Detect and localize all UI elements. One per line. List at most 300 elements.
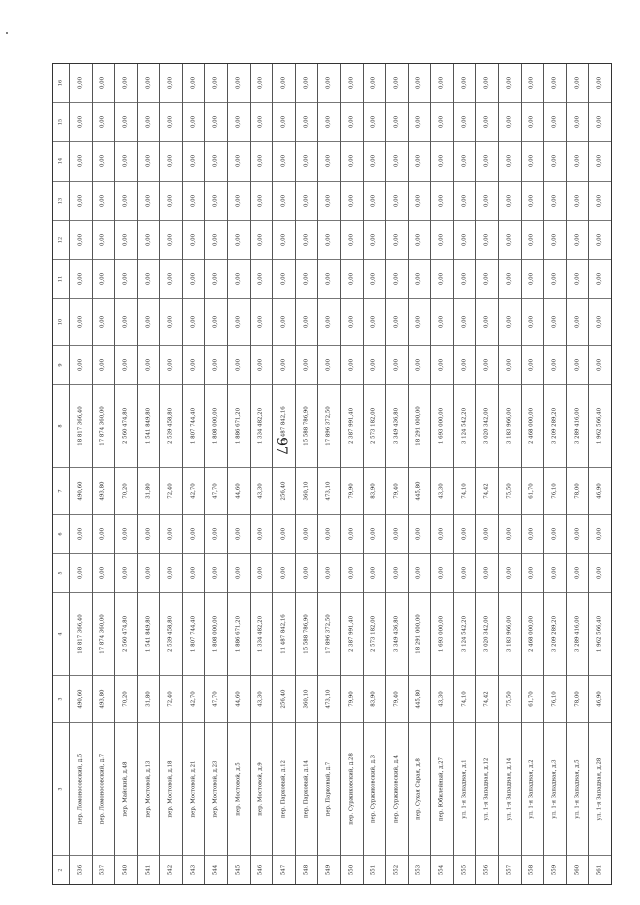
table-row	[566, 64, 589, 884]
cell-text: 0,00	[460, 359, 467, 372]
table-cell	[567, 855, 589, 884]
table-cell	[115, 259, 137, 298]
cell-text: 3 183 966,00	[506, 408, 513, 445]
cell-text: 0,00	[415, 116, 422, 129]
cell-text: 0,00	[122, 194, 129, 207]
cell-text: 540	[122, 864, 129, 876]
table-cell	[476, 298, 498, 345]
table-cell	[544, 855, 566, 884]
cell-text: 537	[99, 864, 106, 876]
table-cell	[454, 722, 476, 855]
cell-text: 0,00	[257, 116, 264, 129]
cell-text: 490,60	[77, 689, 84, 709]
column-header	[53, 64, 69, 102]
cell-text: 0,00	[122, 316, 129, 329]
cell-text: 0,00	[189, 273, 196, 286]
table-cell	[522, 64, 544, 102]
table-cell	[499, 592, 521, 675]
table-cell	[589, 553, 611, 592]
cell-text: 0,00	[573, 316, 580, 329]
cell-text: 0,00	[302, 233, 309, 246]
cell-text: 0,00	[122, 155, 129, 168]
table-cell	[589, 467, 611, 514]
table-cell	[273, 220, 295, 259]
table-cell	[138, 298, 160, 345]
cell-text: 2	[57, 868, 64, 872]
table-cell	[409, 220, 431, 259]
table-cell	[386, 855, 408, 884]
cell-text: 0,00	[415, 155, 422, 168]
table-cell	[115, 64, 137, 102]
table-cell	[386, 345, 408, 384]
table-cell	[409, 675, 431, 722]
cell-text: 12	[57, 236, 64, 244]
cell-text: 0,00	[257, 567, 264, 580]
cell-text: 0,00	[280, 116, 287, 129]
cell-text: 11 487 842,16	[280, 406, 287, 446]
cell-text: 2 468 000,00	[528, 408, 535, 445]
cell-text: 79,90	[348, 483, 355, 499]
table-cell	[544, 345, 566, 384]
table-cell	[296, 141, 318, 180]
cell-text: 0,00	[235, 155, 242, 168]
table-cell	[454, 298, 476, 345]
table-cell	[251, 592, 273, 675]
cell-text: 43,30	[257, 483, 264, 499]
cell-text: 0,00	[573, 77, 580, 90]
table-cell	[431, 722, 453, 855]
cell-text: 0,00	[167, 359, 174, 372]
table-cell	[522, 298, 544, 345]
table-cell	[364, 220, 386, 259]
table-cell	[93, 298, 115, 345]
cell-text: 1 334 482,20	[257, 408, 264, 445]
cell-text: 0,00	[280, 77, 287, 90]
table-cell	[138, 553, 160, 592]
column-header	[53, 345, 69, 384]
cell-text: 0,00	[122, 116, 129, 129]
cell-text: 0,00	[460, 316, 467, 329]
table-cell	[341, 675, 363, 722]
table-cell	[228, 141, 250, 180]
table-row	[408, 64, 431, 884]
cell-text: 0,00	[551, 233, 558, 246]
table-row	[453, 64, 476, 884]
table-cell	[138, 675, 160, 722]
table-cell	[386, 675, 408, 722]
table-cell	[589, 181, 611, 220]
cell-text: 1 807 744,40	[189, 408, 196, 445]
cell-text: 0,00	[325, 359, 332, 372]
cell-text: 0,00	[438, 527, 445, 540]
cell-text: 70,20	[122, 690, 129, 707]
table-cell	[386, 141, 408, 180]
cell-text: 0,00	[325, 194, 332, 207]
table-cell	[386, 592, 408, 675]
cell-text: 0,00	[573, 233, 580, 246]
table-cell	[228, 467, 250, 514]
table-cell	[544, 592, 566, 675]
cell-text: ул. 1-я Западная, д.14	[506, 757, 513, 821]
cell-text: 0,00	[99, 77, 106, 90]
table-cell	[138, 722, 160, 855]
table-cell	[93, 722, 115, 855]
table-cell	[409, 64, 431, 102]
cell-text: 0,00	[506, 194, 513, 207]
table-cell	[228, 298, 250, 345]
cell-text: 0,00	[506, 567, 513, 580]
table-cell	[476, 514, 498, 553]
table-cell	[544, 467, 566, 514]
cell-text: 542	[167, 864, 174, 876]
table-row	[114, 64, 137, 884]
cell-text: 0,00	[280, 273, 287, 286]
table-cell	[115, 345, 137, 384]
table-cell	[318, 675, 340, 722]
cell-text: 558	[528, 864, 535, 876]
table-cell	[205, 675, 227, 722]
table-cell	[409, 298, 431, 345]
cell-text: ул. 1-я Западная, д.1	[460, 759, 467, 819]
table-cell	[115, 467, 137, 514]
column-header	[53, 298, 69, 345]
cell-text: 0,00	[551, 194, 558, 207]
cell-text: 0,00	[144, 273, 151, 286]
cell-text: 0,00	[506, 316, 513, 329]
table-cell	[522, 141, 544, 180]
table-cell	[386, 220, 408, 259]
cell-text: 0,00	[144, 194, 151, 207]
table-cell	[364, 675, 386, 722]
cell-text: 0,00	[325, 273, 332, 286]
table-cell	[386, 722, 408, 855]
cell-text: 559	[551, 864, 558, 876]
cell-text: 0,00	[573, 273, 580, 286]
cell-text: 74,10	[460, 690, 467, 707]
table-cell	[567, 220, 589, 259]
table-cell	[454, 855, 476, 884]
table-cell	[567, 592, 589, 675]
cell-text: 0,00	[122, 567, 129, 580]
cell-text: 0,00	[302, 194, 309, 207]
table-cell	[364, 855, 386, 884]
cell-text: 0,00	[348, 316, 355, 329]
cell-text: 0,00	[483, 194, 490, 207]
cell-text: 0,00	[99, 359, 106, 372]
cell-text: 0,00	[438, 116, 445, 129]
table-cell	[93, 64, 115, 102]
table-cell	[318, 592, 340, 675]
table-cell	[454, 181, 476, 220]
table-cell	[341, 855, 363, 884]
table-cell	[205, 102, 227, 141]
table-cell	[273, 514, 295, 553]
table-cell	[70, 298, 92, 345]
cell-text: 0,00	[348, 233, 355, 246]
table-cell	[318, 722, 340, 855]
table-cell	[476, 345, 498, 384]
cell-text: 1 962 566,40	[596, 408, 603, 445]
table-cell	[93, 553, 115, 592]
table-cell	[364, 384, 386, 467]
table-cell	[296, 384, 318, 467]
table-cell	[567, 384, 589, 467]
header-column	[53, 64, 69, 884]
cell-text: 3 124 542,20	[460, 408, 467, 445]
table-cell	[341, 298, 363, 345]
cell-text: ул. 1-я Западная, д.28	[596, 757, 603, 821]
table-cell	[476, 384, 498, 467]
cell-text: 1 962 566,40	[596, 615, 603, 652]
table-cell	[318, 141, 340, 180]
cell-text: 0,00	[144, 233, 151, 246]
cell-text: 0,00	[77, 116, 84, 129]
cell-text: 544	[212, 864, 219, 876]
table-cell	[499, 722, 521, 855]
table-cell	[567, 259, 589, 298]
table-cell	[409, 181, 431, 220]
table-cell	[251, 514, 273, 553]
table-cell	[386, 467, 408, 514]
cell-text: 0,00	[257, 194, 264, 207]
table-cell	[296, 675, 318, 722]
cell-text: 547	[280, 864, 287, 876]
cell-text: 0,00	[415, 316, 422, 329]
cell-text: 1 541 849,80	[144, 615, 151, 652]
cell-text: 445,80	[415, 481, 422, 501]
table-cell	[341, 220, 363, 259]
cell-text: 17 874 360,00	[99, 406, 106, 446]
cell-text: 4	[57, 632, 64, 636]
cell-text: 549	[325, 864, 332, 876]
table-cell	[160, 220, 182, 259]
cell-text: 0,00	[77, 233, 84, 246]
cell-text: 42,70	[189, 690, 196, 707]
cell-text: 0,00	[551, 316, 558, 329]
cell-text: 17 896 372,50	[325, 614, 332, 654]
table-cell	[273, 181, 295, 220]
table-cell	[544, 220, 566, 259]
cell-text: 11	[57, 275, 64, 283]
cell-text: 0,00	[393, 527, 400, 540]
table-cell	[251, 675, 273, 722]
table-cell	[476, 220, 498, 259]
table-cell	[251, 141, 273, 180]
table-cell	[499, 259, 521, 298]
table-cell	[273, 141, 295, 180]
cell-text: 0,00	[460, 233, 467, 246]
table-cell	[183, 592, 205, 675]
cell-text: 0,00	[393, 567, 400, 580]
table-cell	[431, 141, 453, 180]
cell-text: 556	[483, 864, 490, 876]
table-cell	[251, 384, 273, 467]
cell-text: 15 588 786,90	[302, 406, 309, 446]
table-cell	[160, 102, 182, 141]
cell-text: 0,00	[596, 273, 603, 286]
cell-text: 44,60	[235, 483, 242, 499]
table-cell	[544, 64, 566, 102]
cell-text: 0,00	[189, 155, 196, 168]
cell-text: 0,00	[325, 527, 332, 540]
cell-text: 0,00	[235, 194, 242, 207]
table-cell	[205, 553, 227, 592]
cell-text: 0,00	[483, 233, 490, 246]
cell-text: 0,00	[393, 116, 400, 129]
cell-text: 46,90	[596, 690, 603, 707]
cell-text: 0,00	[167, 316, 174, 329]
cell-text: пер. Суржиковский, д.28	[348, 752, 355, 825]
table-cell	[386, 553, 408, 592]
cell-text: пер. Майский, д.48	[122, 761, 129, 817]
table-cell	[431, 102, 453, 141]
table-cell	[273, 855, 295, 884]
cell-text: 0,00	[122, 273, 129, 286]
cell-text: 0,00	[144, 155, 151, 168]
table-cell	[522, 259, 544, 298]
cell-text: ул. 1-я Западная, д.2	[528, 759, 535, 819]
cell-text: 0,00	[596, 316, 603, 329]
table-cell	[522, 675, 544, 722]
table-cell	[160, 467, 182, 514]
cell-text: 548	[302, 864, 309, 876]
table-cell	[544, 384, 566, 467]
table-cell	[341, 592, 363, 675]
table-cell	[522, 467, 544, 514]
table-cell	[364, 722, 386, 855]
cell-text: 560	[573, 864, 580, 876]
table-cell	[454, 259, 476, 298]
table-cell	[93, 181, 115, 220]
cell-text: пер. Парковый, д.14	[302, 759, 309, 818]
table-cell	[160, 675, 182, 722]
column-header	[53, 722, 69, 855]
cell-text: 0,00	[528, 116, 535, 129]
table-cell	[251, 298, 273, 345]
table-cell	[364, 102, 386, 141]
cell-text: 0,00	[280, 233, 287, 246]
cell-text: 15	[57, 119, 64, 126]
cell-text: 555	[460, 864, 467, 876]
cell-text: 553	[415, 864, 422, 876]
table-cell	[70, 722, 92, 855]
cell-text: 0,00	[528, 527, 535, 540]
table-cell	[522, 345, 544, 384]
table-cell	[183, 259, 205, 298]
cell-text: 0,00	[483, 77, 490, 90]
table-cell	[476, 102, 498, 141]
table-row	[137, 64, 160, 884]
cell-text: 0,00	[325, 155, 332, 168]
table-cell	[160, 141, 182, 180]
cell-text: 0,00	[393, 316, 400, 329]
table-cell	[476, 64, 498, 102]
cell-text: 0,00	[370, 155, 377, 168]
table-cell	[93, 345, 115, 384]
cell-text: 0,00	[212, 316, 219, 329]
cell-text: 0,00	[370, 273, 377, 286]
table-cell	[431, 345, 453, 384]
table-cell	[205, 298, 227, 345]
table-cell	[409, 467, 431, 514]
table-cell	[296, 298, 318, 345]
cell-text: 0,00	[257, 316, 264, 329]
table-cell	[499, 384, 521, 467]
table-cell	[409, 514, 431, 553]
table-cell	[70, 467, 92, 514]
cell-text: 0,00	[528, 359, 535, 372]
table-cell	[454, 141, 476, 180]
cell-text: 0,00	[99, 233, 106, 246]
table-cell	[476, 181, 498, 220]
cell-text: 554	[438, 864, 445, 876]
table-cell	[499, 553, 521, 592]
cell-text: 0,00	[280, 359, 287, 372]
table-cell	[318, 298, 340, 345]
cell-text: 74,42	[483, 483, 490, 499]
cell-text: 0,00	[438, 233, 445, 246]
cell-text: 0,00	[280, 155, 287, 168]
table-cell	[228, 722, 250, 855]
cell-text: 0,00	[506, 527, 513, 540]
table-cell	[138, 855, 160, 884]
table-cell	[160, 181, 182, 220]
cell-text: 0,00	[460, 194, 467, 207]
cell-text: 0,00	[370, 233, 377, 246]
cell-text: пер. Парковый, д.7	[325, 761, 332, 816]
table-cell	[567, 181, 589, 220]
table-cell	[273, 259, 295, 298]
table-cell	[273, 553, 295, 592]
cell-text: 2 539 458,80	[167, 615, 174, 652]
table-cell	[138, 181, 160, 220]
cell-text: 2 560 474,80	[122, 408, 129, 445]
cell-text: 0,00	[167, 527, 174, 540]
table-cell	[205, 141, 227, 180]
table-cell	[499, 345, 521, 384]
table-cell	[296, 345, 318, 384]
cell-text: 541	[144, 864, 151, 876]
table-row	[69, 64, 92, 884]
cell-text: 18 291 000,00	[415, 406, 422, 446]
cell-text: 3 209 289,20	[551, 408, 558, 445]
table-cell	[454, 675, 476, 722]
cell-text: 0,00	[235, 116, 242, 129]
cell-text: 0,00	[438, 155, 445, 168]
cell-text: 0,00	[325, 567, 332, 580]
table-cell	[70, 141, 92, 180]
cell-text: 0,00	[551, 77, 558, 90]
table-cell	[341, 514, 363, 553]
cell-text: 0,00	[528, 194, 535, 207]
table-cell	[251, 259, 273, 298]
table-cell	[228, 259, 250, 298]
table-cell	[318, 467, 340, 514]
cell-text: 0,00	[280, 527, 287, 540]
table-cell	[522, 220, 544, 259]
cell-text: 543	[189, 864, 196, 876]
cell-text: 0,00	[551, 527, 558, 540]
table-cell	[386, 384, 408, 467]
table-cell	[183, 220, 205, 259]
cell-text: 0,00	[415, 233, 422, 246]
table-cell	[70, 64, 92, 102]
table-cell	[228, 514, 250, 553]
table-cell	[476, 553, 498, 592]
page-number: 97	[272, 437, 289, 455]
cell-text: пер. Мостовой, д.18	[167, 760, 174, 818]
table-cell	[544, 298, 566, 345]
